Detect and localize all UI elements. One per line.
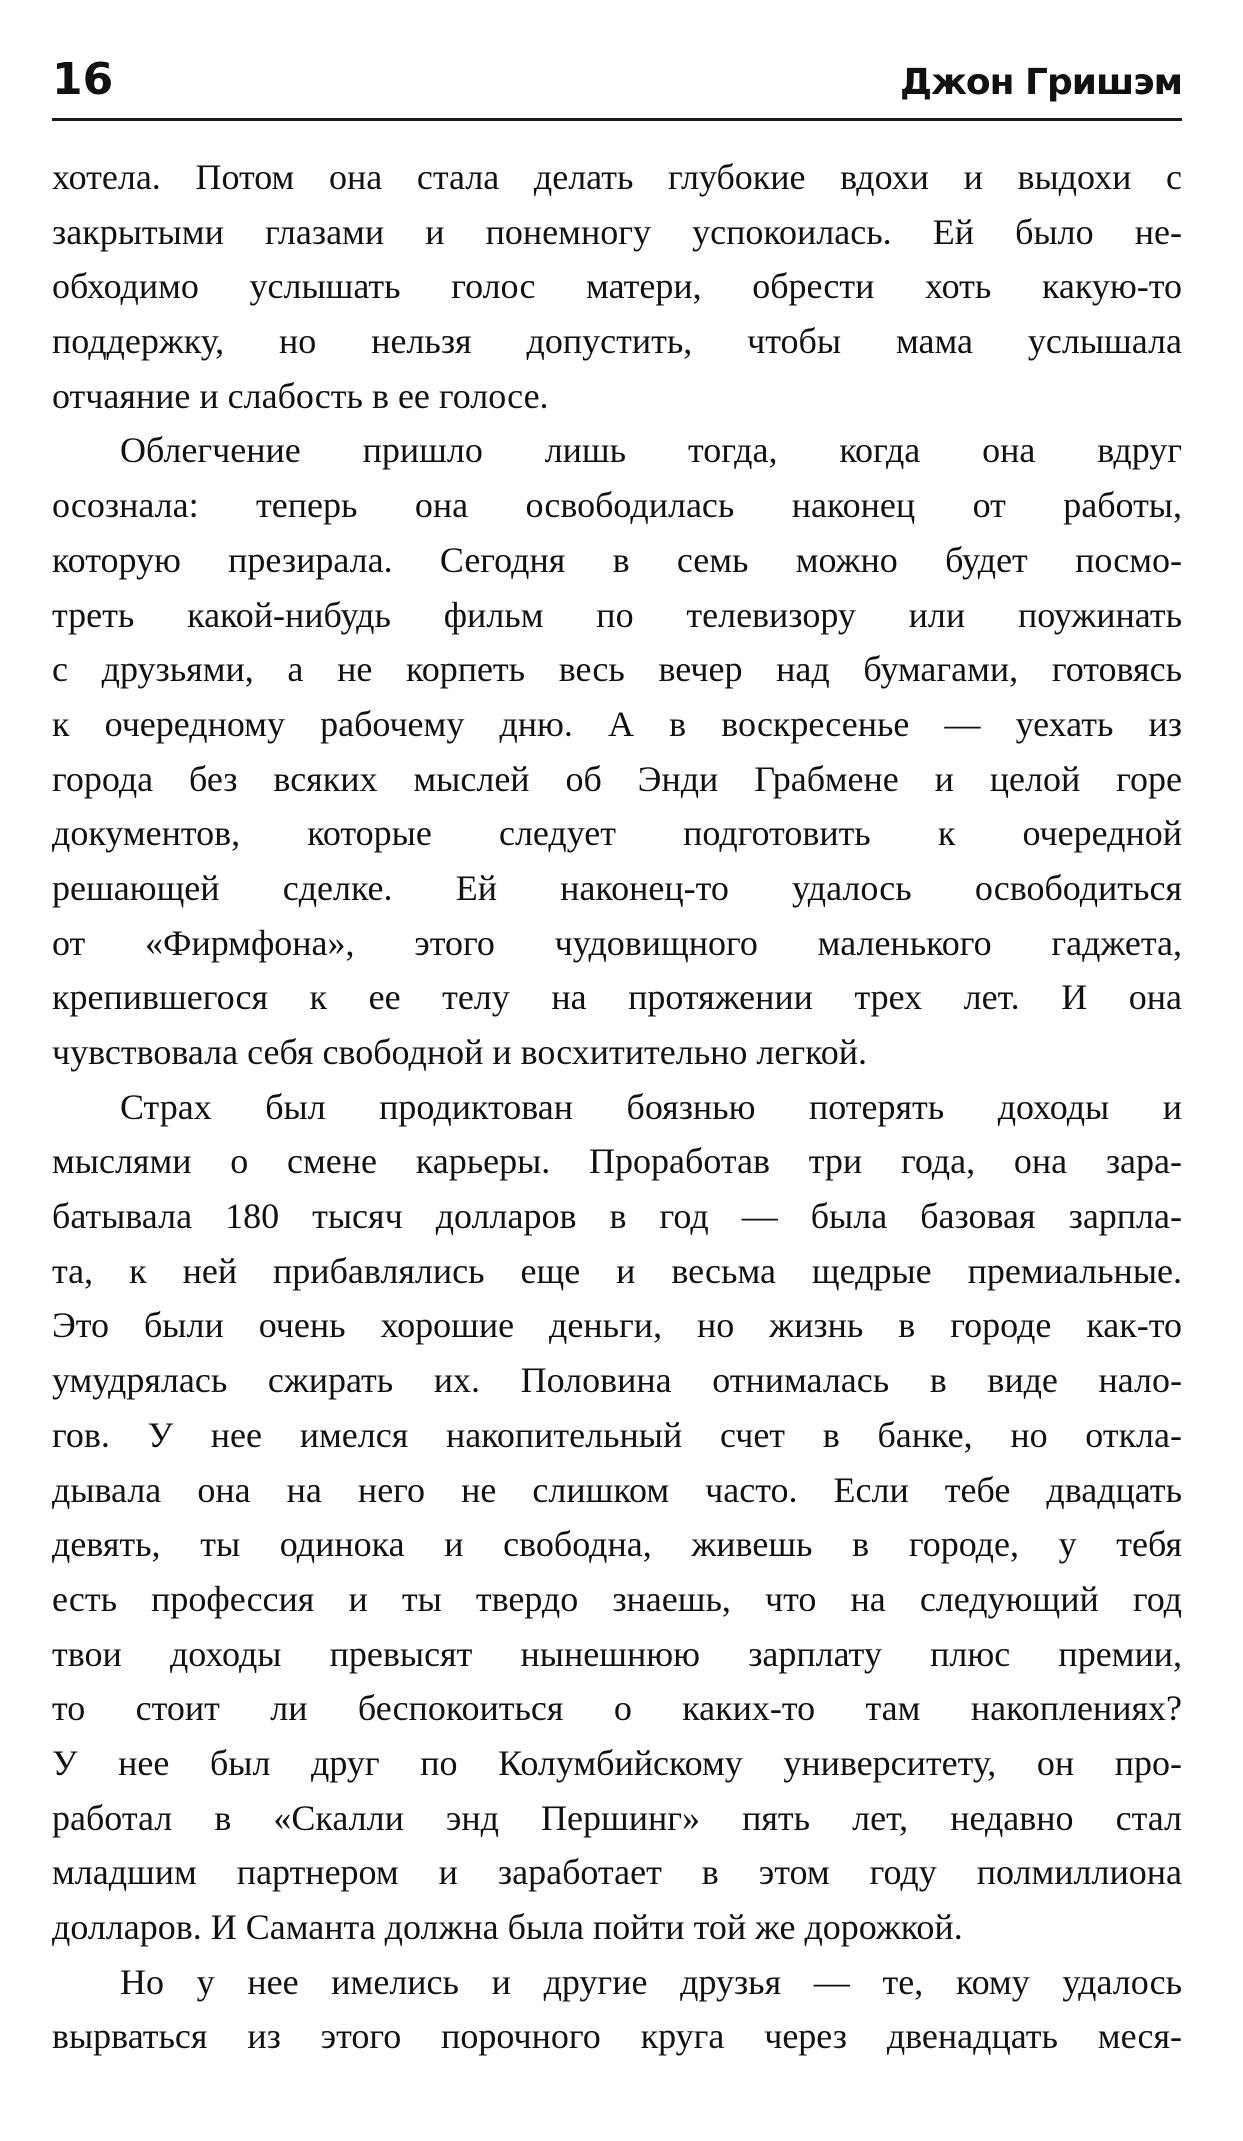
text-line: города без всяких мыслей об Энди Грабмене и целой горе	[52, 758, 1182, 799]
text-line: к очередному рабочему дню. А в воскресенье — уехать из	[52, 703, 1182, 744]
text-line: треть какой-нибудь фильм по телевизору или поужинать	[52, 594, 1182, 635]
page-header	[52, 44, 1182, 124]
running-head-author: Джон Гришэм	[900, 62, 1182, 103]
text-line: Облегчение пришло лишь тогда, когда она вдруг	[120, 430, 1182, 471]
text-line: хотела. Потом она стала делать глубокие вдохи и выдохи с	[52, 157, 1182, 197]
text-line: та, к ней прибавлялись еще и весьма щедрые премиальные.	[52, 1250, 1182, 1291]
page-number: 16	[52, 54, 114, 105]
text-line: гов. У нее имелся накопительный счет в банке, но откла-	[52, 1414, 1182, 1455]
text-line: дывала она на него не слишком часто. Если тебе двадцать	[52, 1469, 1182, 1510]
text-line: чувствовала себя свободной и восхитительно легкой.	[52, 1032, 868, 1072]
text-line: закрытыми глазами и понемногу успокоилась. Ей было не-	[52, 211, 1182, 252]
text-line: Но у нее имелись и другие друзья — те, кому удалось	[120, 1961, 1182, 2002]
text-line: умудрялась сжирать их. Половина отнималась в виде нало-	[52, 1360, 1182, 1401]
text-line: документов, которые следует подготовить к очередной	[52, 813, 1182, 854]
text-line: младшим партнером и заработает в этом году полмиллиона	[52, 1852, 1182, 1893]
text-line: с друзьями, а не корпеть весь вечер над бумагами, готовясь	[52, 649, 1182, 690]
text-line: которую презирала. Сегодня в семь можно будет посмо-	[52, 539, 1182, 580]
text-line: батывала 180 тысяч долларов в год — была базовая зарпла-	[52, 1196, 1182, 1237]
text-line: мыслями о смене карьеры. Проработав три года, она зара-	[52, 1141, 1182, 1182]
text-line: девять, ты одинока и свободна, живешь в городе, у тебя	[52, 1524, 1182, 1565]
text-line: У нее был друг по Колумбийскому университету, он про-	[52, 1742, 1182, 1783]
header-rule	[52, 118, 1182, 121]
text-line: от «Фирмфона», этого чудовищного маленького гаджета,	[52, 922, 1182, 963]
body-text	[52, 150, 1182, 2064]
text-line: есть профессия и ты твердо знаешь, что на следующий год	[52, 1578, 1182, 1619]
text-line: работал в «Скалли энд Першинг» пять лет, недавно стал	[52, 1797, 1182, 1838]
text-line: обходимо услышать голос матери, обрести хоть какую-то	[52, 266, 1182, 307]
text-line: вырваться из этого порочного круга через двенадцать меся-	[52, 2016, 1182, 2057]
text-line: долларов. И Саманта должна была пойти той же дорожкой.	[52, 1907, 963, 1947]
text-line: осознала: теперь она освободилась наконец от работы,	[52, 485, 1182, 526]
text-line: Страх был продиктован боязнью потерять доходы и	[120, 1086, 1182, 1127]
text-line: Это были очень хорошие деньги, но жизнь в городе как-то	[52, 1305, 1182, 1346]
text-line: поддержку, но нельзя допустить, чтобы мама услышала	[52, 321, 1182, 362]
text-line: решающей сделке. Ей наконец-то удалось освободиться	[52, 867, 1182, 908]
text-line: крепившегося к ее телу на протяжении трех лет. И она	[52, 977, 1182, 1018]
text-line: отчаяние и слабость в ее голосе.	[52, 375, 549, 416]
text-line: твои доходы превысят нынешнюю зарплату плюс премии,	[52, 1633, 1182, 1674]
text-line: то стоит ли беспокоиться о каких-то там накоплениях?	[52, 1688, 1182, 1729]
